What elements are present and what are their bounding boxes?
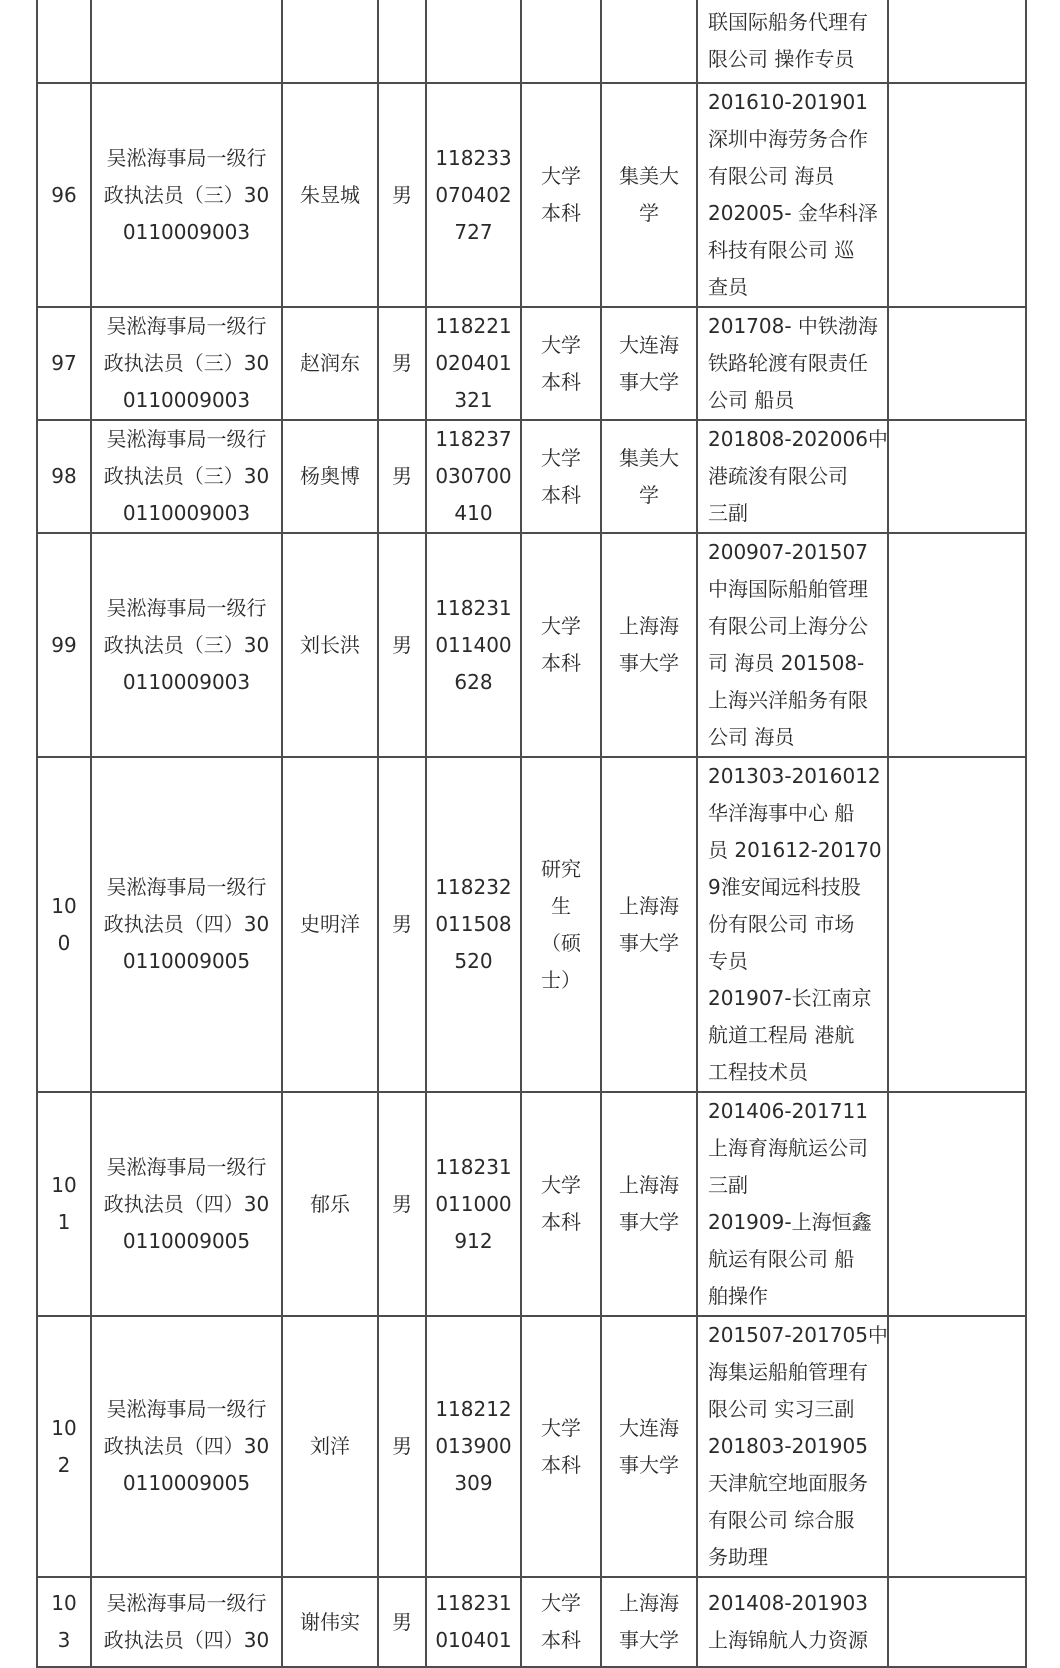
serial-number-cell-line: 99 bbox=[51, 632, 77, 657]
education-cell-line: 本科 bbox=[541, 1210, 581, 1234]
education-cell-line: 士） bbox=[541, 967, 581, 992]
serial-number-cell bbox=[37, 1092, 91, 1316]
table-row bbox=[37, 83, 1026, 307]
education-cell bbox=[521, 0, 601, 83]
school-cell bbox=[601, 420, 697, 533]
exam-id-cell bbox=[426, 533, 521, 757]
exam-id-cell bbox=[426, 0, 521, 83]
exam-id-cell-line: 321 bbox=[454, 388, 493, 412]
school-cell bbox=[601, 1092, 697, 1316]
position-cell-line: 政执法员（三）30 bbox=[103, 351, 270, 375]
school-cell bbox=[601, 1577, 697, 1667]
gender-cell: 男 bbox=[378, 533, 426, 757]
work-experience-cell-line: 天津航空地面服务 bbox=[708, 1471, 868, 1495]
exam-id-cell bbox=[426, 1316, 521, 1577]
education-cell-line: 大学 bbox=[541, 1415, 581, 1440]
exam-id-cell bbox=[426, 1092, 521, 1316]
position-cell-line: 吴淞海事局一级行 bbox=[106, 1397, 267, 1421]
table-row bbox=[37, 757, 1026, 1092]
gender-cell: 男 bbox=[378, 307, 426, 420]
school-cell-line: 学 bbox=[639, 201, 659, 225]
serial-number-cell-line: 3 bbox=[57, 1628, 71, 1652]
work-experience-cell-line: 舶操作 bbox=[708, 1284, 768, 1308]
work-experience-cell-line: 三副 bbox=[708, 501, 748, 525]
exam-id-cell bbox=[426, 757, 521, 1092]
exam-id-cell-line: 912 bbox=[454, 1228, 493, 1253]
work-experience-cell-line: 港疏浚有限公司 bbox=[708, 464, 848, 488]
school-cell-line: 事大学 bbox=[619, 1210, 679, 1234]
serial-number-cell-line: 0 bbox=[57, 930, 71, 955]
serial-number-cell-line: 10 bbox=[51, 893, 77, 918]
position-cell-line: 吴淞海事局一级行 bbox=[106, 595, 267, 620]
name-cell bbox=[282, 0, 378, 83]
education-cell bbox=[521, 533, 601, 757]
gender-cell: 男 bbox=[378, 757, 426, 1092]
name-cell: 朱昱城 bbox=[282, 83, 378, 307]
exam-id-cell-line: 727 bbox=[454, 219, 493, 244]
work-experience-cell bbox=[697, 1092, 888, 1316]
work-experience-cell-line: 专员 bbox=[708, 949, 748, 973]
work-experience-cell-line: 公司 海员 bbox=[708, 725, 795, 749]
position-cell-line: 吴淞海事局一级行 bbox=[106, 1591, 267, 1615]
education-cell bbox=[521, 757, 601, 1092]
work-experience-cell-line: 工程技术员 bbox=[708, 1060, 808, 1084]
school-cell-line: 上海海 bbox=[619, 1591, 679, 1615]
school-cell bbox=[601, 307, 697, 420]
school-cell bbox=[601, 757, 697, 1092]
exam-id-cell-line: 011400 bbox=[435, 632, 512, 657]
work-experience-cell-line: 三副 bbox=[708, 1173, 748, 1197]
education-cell-line: （硕 bbox=[541, 930, 581, 955]
position-cell-line: 吴淞海事局一级行 bbox=[106, 427, 267, 451]
position-cell-line: 0110009003 bbox=[122, 669, 251, 694]
work-experience-cell-line: 华洋海事中心 船 bbox=[708, 801, 855, 825]
exam-id-cell-line: 118237 bbox=[435, 427, 512, 451]
exam-id-cell-line: 118233 bbox=[435, 145, 512, 170]
position-cell bbox=[91, 420, 282, 533]
serial-number-cell bbox=[37, 0, 91, 83]
exam-id-cell-line: 011508 bbox=[435, 912, 512, 936]
school-cell bbox=[601, 0, 697, 83]
work-experience-cell-line: 201907-长江南京 bbox=[708, 986, 872, 1010]
work-experience-cell bbox=[697, 533, 888, 757]
education-cell-line: 大学 bbox=[541, 332, 581, 357]
position-cell-line: 0110009003 bbox=[122, 388, 251, 412]
work-experience-cell-line: 有限公司 海员 bbox=[708, 164, 835, 188]
candidate-list-sheet bbox=[36, 0, 1025, 1668]
exam-id-cell-line: 011000 bbox=[435, 1191, 512, 1216]
education-cell bbox=[521, 1577, 601, 1667]
education-cell-line: 本科 bbox=[541, 1452, 581, 1477]
work-experience-cell-line: 201610-201901 bbox=[708, 90, 868, 114]
serial-number-cell bbox=[37, 307, 91, 420]
serial-number-cell-line: 10 bbox=[51, 1415, 77, 1440]
position-cell bbox=[91, 757, 282, 1092]
school-cell-line: 集美大 bbox=[619, 164, 679, 188]
education-cell-line: 生 bbox=[551, 893, 571, 918]
education-cell-line: 大学 bbox=[541, 445, 581, 470]
school-cell-line: 大连海 bbox=[619, 332, 679, 357]
remark-cell bbox=[888, 307, 1026, 420]
work-experience-cell-line: 201406-201711 bbox=[708, 1099, 868, 1123]
exam-id-cell-line: 030700 bbox=[435, 464, 512, 488]
serial-number-cell-line: 96 bbox=[51, 182, 77, 207]
education-cell-line: 大学 bbox=[541, 614, 581, 638]
position-cell-line: 政执法员（三）30 bbox=[103, 464, 270, 488]
gender-cell: 男 bbox=[378, 1092, 426, 1316]
position-cell-line: 0110009003 bbox=[122, 219, 251, 244]
position-cell bbox=[91, 83, 282, 307]
work-experience-cell-line: 航运有限公司 船 bbox=[708, 1247, 855, 1271]
exam-id-cell-line: 410 bbox=[454, 501, 493, 525]
serial-number-cell-line: 10 bbox=[51, 1173, 77, 1197]
work-experience-cell-line: 海集运船舶管理有 bbox=[708, 1360, 868, 1384]
work-experience-cell-line: 上海育海航运公司 bbox=[708, 1136, 868, 1160]
exam-id-cell-line: 118232 bbox=[435, 875, 512, 899]
table-row bbox=[37, 1092, 1026, 1316]
work-experience-cell-line: 份有限公司 市场 bbox=[708, 912, 855, 936]
work-experience-cell-line: 201808-202006中 bbox=[708, 427, 888, 451]
exam-id-cell-line: 628 bbox=[454, 669, 493, 694]
work-experience-cell bbox=[697, 0, 888, 83]
work-experience-cell bbox=[697, 420, 888, 533]
work-experience-cell-line: 上海锦航人力资源 bbox=[708, 1628, 868, 1652]
work-experience-cell-line: 铁路轮渡有限责任 bbox=[708, 351, 868, 375]
exam-id-cell-line: 118221 bbox=[435, 314, 512, 338]
school-cell bbox=[601, 533, 697, 757]
work-experience-cell-line: 201909-上海恒鑫 bbox=[708, 1210, 872, 1234]
position-cell bbox=[91, 1092, 282, 1316]
serial-number-cell-line: 10 bbox=[51, 1591, 77, 1615]
serial-number-cell bbox=[37, 533, 91, 757]
remark-cell bbox=[888, 420, 1026, 533]
serial-number-cell bbox=[37, 1316, 91, 1577]
position-cell-line: 0110009003 bbox=[122, 501, 251, 525]
serial-number-cell-line: 2 bbox=[57, 1452, 71, 1477]
school-cell-line: 学 bbox=[639, 482, 659, 507]
education-cell-line: 本科 bbox=[541, 369, 581, 394]
position-cell bbox=[91, 307, 282, 420]
work-experience-cell bbox=[697, 1316, 888, 1577]
exam-id-cell-line: 118231 bbox=[435, 1591, 512, 1615]
remark-cell bbox=[888, 83, 1026, 307]
exam-id-cell-line: 118212 bbox=[435, 1397, 512, 1421]
position-cell-line: 吴淞海事局一级行 bbox=[106, 1154, 267, 1179]
education-cell-line: 本科 bbox=[541, 651, 581, 675]
work-experience-cell-line: 201507-201705中 bbox=[708, 1323, 888, 1347]
school-cell-line: 大连海 bbox=[619, 1415, 679, 1440]
work-experience-cell-line: 中海国际船舶管理 bbox=[708, 577, 868, 601]
work-experience-cell-line: 司 海员 201508- bbox=[708, 651, 865, 675]
school-cell-line: 事大学 bbox=[619, 1628, 679, 1652]
position-cell-line: 吴淞海事局一级行 bbox=[106, 145, 267, 170]
table-row bbox=[37, 1577, 1026, 1667]
work-experience-cell-line: 201303-2016012 bbox=[708, 764, 881, 788]
position-cell-line: 吴淞海事局一级行 bbox=[106, 875, 267, 899]
name-cell: 刘洋 bbox=[282, 1316, 378, 1577]
gender-cell: 男 bbox=[378, 420, 426, 533]
school-cell-line: 上海海 bbox=[619, 1173, 679, 1197]
school-cell-line: 上海海 bbox=[619, 614, 679, 638]
work-experience-cell-line: 上海兴洋船务有限 bbox=[708, 688, 868, 712]
work-experience-cell-line: 联国际船务代理有 bbox=[708, 10, 868, 34]
work-experience-cell-line: 9淮安闻远科技股 bbox=[708, 875, 861, 899]
work-experience-cell bbox=[697, 757, 888, 1092]
remark-cell bbox=[888, 1316, 1026, 1577]
gender-cell: 男 bbox=[378, 1577, 426, 1667]
position-cell-line: 政执法员（四）30 bbox=[103, 1434, 270, 1458]
work-experience-cell bbox=[697, 83, 888, 307]
education-cell-line: 研究 bbox=[541, 856, 581, 881]
remark-cell bbox=[888, 1577, 1026, 1667]
work-experience-cell bbox=[697, 307, 888, 420]
name-cell: 史明洋 bbox=[282, 757, 378, 1092]
table-row bbox=[37, 533, 1026, 757]
work-experience-cell-line: 员 201612-20170 bbox=[708, 838, 882, 862]
remark-cell bbox=[888, 0, 1026, 83]
name-cell: 杨奥博 bbox=[282, 420, 378, 533]
position-cell-line: 0110009005 bbox=[122, 1228, 251, 1253]
serial-number-cell bbox=[37, 757, 91, 1092]
education-cell bbox=[521, 1092, 601, 1316]
exam-id-cell-line: 013900 bbox=[435, 1434, 512, 1458]
position-cell-line: 政执法员（四）30 bbox=[103, 912, 270, 936]
serial-number-cell bbox=[37, 420, 91, 533]
work-experience-cell-line: 航道工程局 港航 bbox=[708, 1023, 855, 1047]
position-cell-line: 0110009005 bbox=[122, 949, 251, 973]
name-cell: 郁乐 bbox=[282, 1092, 378, 1316]
serial-number-cell-line: 1 bbox=[57, 1210, 71, 1234]
position-cell bbox=[91, 533, 282, 757]
exam-id-cell bbox=[426, 307, 521, 420]
work-experience-cell-line: 限公司 实习三副 bbox=[708, 1397, 855, 1421]
gender-cell bbox=[378, 0, 426, 83]
remark-cell bbox=[888, 757, 1026, 1092]
candidate-table bbox=[36, 0, 1027, 1668]
work-experience-cell-line: 公司 船员 bbox=[708, 388, 795, 412]
school-cell-line: 事大学 bbox=[619, 651, 679, 675]
exam-id-cell-line: 309 bbox=[454, 1471, 493, 1495]
position-cell-line: 吴淞海事局一级行 bbox=[106, 314, 267, 338]
name-cell: 谢伟实 bbox=[282, 1577, 378, 1667]
position-cell bbox=[91, 0, 282, 83]
serial-number-cell-line: 98 bbox=[51, 464, 77, 488]
school-cell-line: 事大学 bbox=[619, 930, 679, 955]
school-cell-line: 事大学 bbox=[619, 369, 679, 394]
position-cell-line: 政执法员（三）30 bbox=[103, 182, 270, 207]
education-cell-line: 大学 bbox=[541, 1591, 581, 1615]
gender-cell: 男 bbox=[378, 1316, 426, 1577]
school-cell-line: 事大学 bbox=[619, 1452, 679, 1477]
exam-id-cell bbox=[426, 83, 521, 307]
education-cell bbox=[521, 420, 601, 533]
remark-cell bbox=[888, 533, 1026, 757]
school-cell bbox=[601, 1316, 697, 1577]
position-cell-line: 政执法员（三）30 bbox=[103, 632, 270, 657]
serial-number-cell bbox=[37, 83, 91, 307]
table-row bbox=[37, 0, 1026, 83]
education-cell-line: 本科 bbox=[541, 201, 581, 225]
education-cell bbox=[521, 307, 601, 420]
work-experience-cell-line: 查员 bbox=[708, 275, 748, 299]
exam-id-cell bbox=[426, 1577, 521, 1667]
education-cell-line: 大学 bbox=[541, 164, 581, 188]
position-cell-line: 政执法员（四）30 bbox=[103, 1191, 270, 1216]
table-row bbox=[37, 420, 1026, 533]
serial-number-cell bbox=[37, 1577, 91, 1667]
work-experience-cell-line: 有限公司 综合服 bbox=[708, 1508, 855, 1532]
work-experience-cell-line: 200907-201507 bbox=[708, 540, 868, 564]
position-cell-line: 政执法员（四）30 bbox=[103, 1628, 270, 1652]
exam-id-cell-line: 520 bbox=[454, 949, 493, 973]
exam-id-cell-line: 010401 bbox=[435, 1628, 512, 1652]
work-experience-cell-line: 科技有限公司 巡 bbox=[708, 238, 855, 262]
education-cell bbox=[521, 83, 601, 307]
work-experience-cell-line: 有限公司上海分公 bbox=[708, 614, 868, 638]
exam-id-cell-line: 070402 bbox=[435, 182, 512, 207]
school-cell bbox=[601, 83, 697, 307]
work-experience-cell-line: 务助理 bbox=[708, 1545, 768, 1569]
work-experience-cell-line: 202005- 金华科泽 bbox=[708, 201, 878, 225]
gender-cell: 男 bbox=[378, 83, 426, 307]
education-cell bbox=[521, 1316, 601, 1577]
work-experience-cell-line: 限公司 操作专员 bbox=[708, 47, 855, 71]
education-cell-line: 大学 bbox=[541, 1173, 581, 1197]
work-experience-cell-line: 201408-201903 bbox=[708, 1591, 868, 1615]
table-row bbox=[37, 1316, 1026, 1577]
education-cell-line: 本科 bbox=[541, 482, 581, 507]
table-row bbox=[37, 307, 1026, 420]
name-cell: 刘长洪 bbox=[282, 533, 378, 757]
work-experience-cell-line: 201803-201905 bbox=[708, 1434, 868, 1458]
remark-cell bbox=[888, 1092, 1026, 1316]
position-cell bbox=[91, 1316, 282, 1577]
exam-id-cell-line: 118231 bbox=[435, 1154, 512, 1179]
exam-id-cell bbox=[426, 420, 521, 533]
work-experience-cell-line: 201708- 中铁渤海 bbox=[708, 314, 878, 338]
work-experience-cell-line: 深圳中海劳务合作 bbox=[708, 127, 868, 151]
education-cell-line: 本科 bbox=[541, 1628, 581, 1652]
position-cell bbox=[91, 1577, 282, 1667]
position-cell-line: 0110009005 bbox=[122, 1471, 251, 1495]
serial-number-cell-line: 97 bbox=[51, 351, 77, 375]
work-experience-cell bbox=[697, 1577, 888, 1667]
name-cell: 赵润东 bbox=[282, 307, 378, 420]
exam-id-cell-line: 020401 bbox=[435, 351, 512, 375]
school-cell-line: 集美大 bbox=[619, 445, 679, 470]
exam-id-cell-line: 118231 bbox=[435, 595, 512, 620]
school-cell-line: 上海海 bbox=[619, 893, 679, 918]
